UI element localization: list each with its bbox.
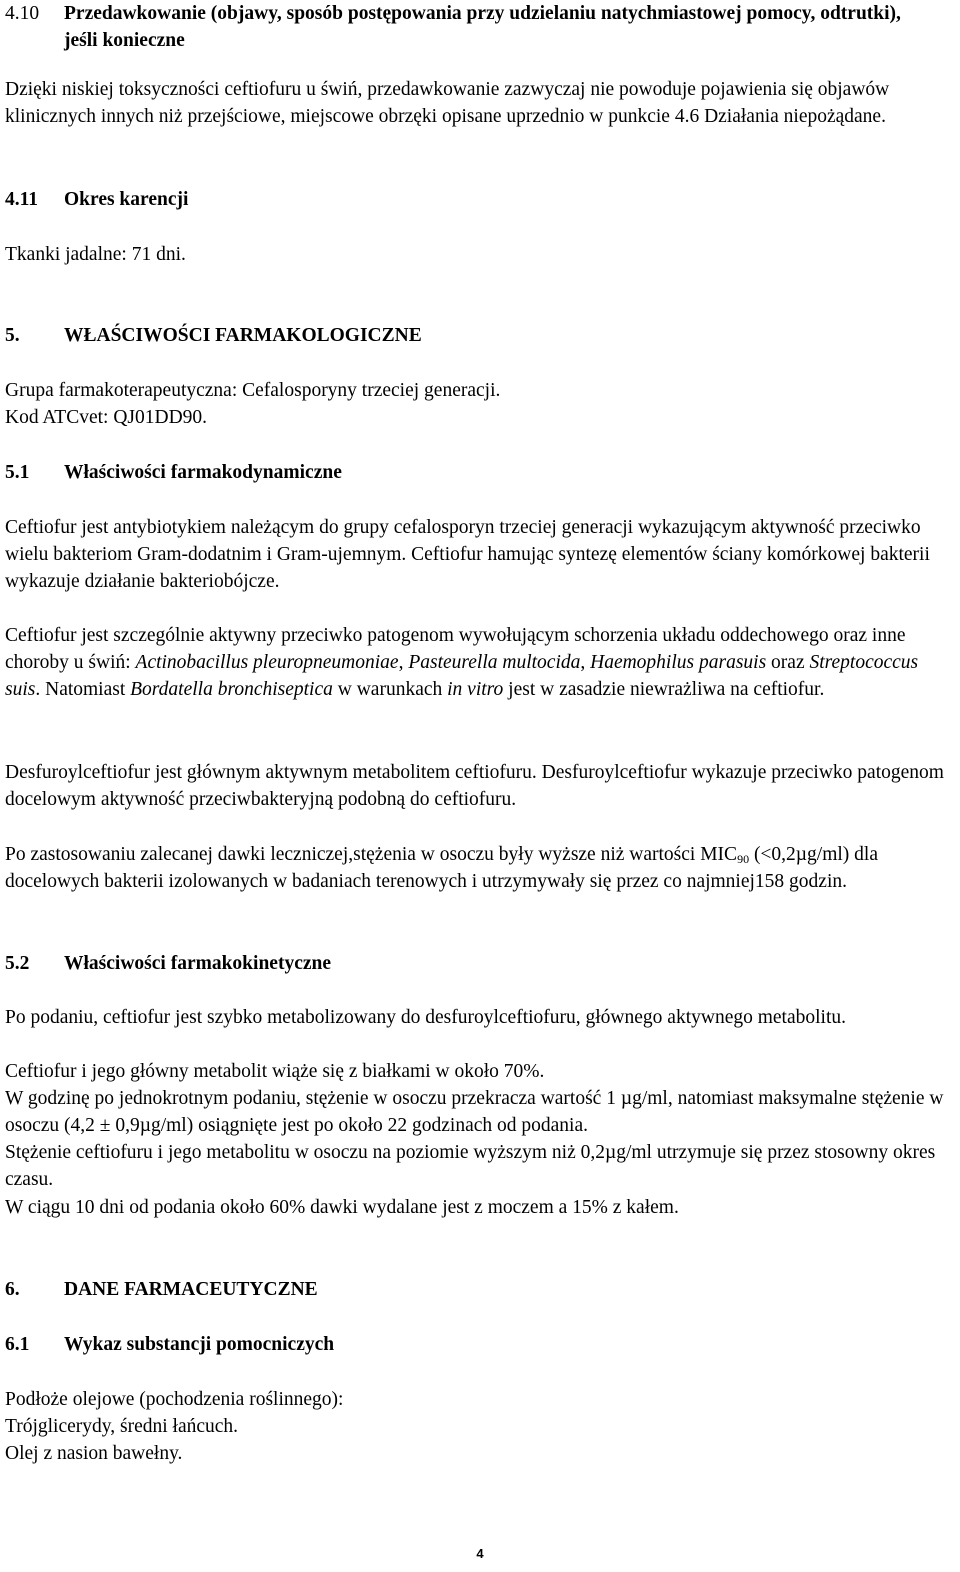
species-name: Haemophilus parasuis xyxy=(590,652,767,673)
section-number: 5.1 xyxy=(5,462,30,483)
in-vitro-term: in vitro xyxy=(447,679,504,700)
section-number: 6. xyxy=(5,1279,20,1300)
section-title: Właściwości farmakokinetyczne xyxy=(64,953,332,974)
species-name: Actinobacillus pleuropneumoniae xyxy=(135,652,399,673)
species-name: Bordatella bronchiseptica xyxy=(130,679,333,700)
section-4-10-heading xyxy=(5,0,945,54)
section-6-heading xyxy=(5,1276,945,1303)
section-5-line-1: Grupa farmakoterapeutyczna: Cefalosporyny trzeciej generacji. xyxy=(5,380,501,401)
section-5-2-line-4: Stężenie ceftiofuru i jego metabolitu w osoczu na poziomie wyższym niż 0,2µg/ml utrzymuje się przez stosowny okres czasu. xyxy=(5,1142,936,1190)
section-title: WŁAŚCIWOŚCI FARMAKOLOGICZNE xyxy=(64,325,422,346)
section-number: 5.2 xyxy=(5,953,30,974)
section-5-1-paragraph-4: Po zastosowaniu zalecanej dawki leczniczej,stężenia w osoczu były wyższe niż wartości $MIC_{90}$ (<0,2µg/ml) dla docelowych bakterii izolowanych w badaniach terenowych i utrzymywały się przez co najmniej158 godzin. xyxy=(5,844,878,892)
section-number: 4.10 xyxy=(5,3,40,24)
section-5-2-line-2: Ceftiofur i jego główny metabolit wiąże się z białkami w około 70%. xyxy=(5,1061,545,1082)
section-title: Właściwości farmakodynamiczne xyxy=(64,462,342,483)
section-4-11-text: Tkanki jadalne: 71 dni. xyxy=(5,244,186,265)
mic-subscript: 90 xyxy=(737,852,750,866)
section-6-1-line-2: Trójglicerydy, średni łańcuch. xyxy=(5,1416,239,1437)
section-number: 4.11 xyxy=(5,189,39,210)
section-5-2-line-5: W ciągu 10 dni od podania około 60% dawki wydalane jest z moczem a 15% z kałem. xyxy=(5,1197,679,1218)
section-5-heading xyxy=(5,322,945,349)
section-title: DANE FARMACEUTYCZNE xyxy=(64,1279,318,1300)
section-5-1-paragraph-3: Desfuroylceftiofur jest głównym aktywnym metabolitem ceftiofuru. Desfuroylceftiofur wykazuje przeciwko patogenom docelowym aktywność przeciwbakteryjną podobną do ceftiofuru. xyxy=(5,762,944,810)
section-title: Przedawkowanie (objawy, sposób postępowania przy udzielaniu natychmiastowej pomocy, odtrutki), jeśli konieczne xyxy=(64,3,901,51)
section-5-1-paragraph-1: Ceftiofur jest antybiotykiem należącym do grupy cefalosporyn trzeciej generacji wykazującym aktywność przeciwko wielu bakteriom Gram-dodatnim i Gram-ujemnym. Ceftiofur hamując syntezę elementów ściany komórkowej bakterii wykazuje działanie bakteriobójcze. xyxy=(5,517,930,592)
section-title: Okres karencji xyxy=(64,189,189,210)
section-5-line-2: Kod ATCvet: QJ01DD90. xyxy=(5,407,208,428)
species-name: Pasteurella multocida xyxy=(408,652,581,673)
section-6-1-heading xyxy=(5,1331,945,1358)
page-number: 4 xyxy=(476,1546,484,1561)
section-5-2-heading xyxy=(5,950,945,977)
section-4-11-heading xyxy=(5,186,945,213)
section-title: Wykaz substancji pomocniczych xyxy=(64,1334,335,1355)
section-5-1-paragraph-2: Ceftiofur jest szczególnie aktywny przeciwko patogenom wywołującym schorzenia układu oddechowego oraz inne choroby u świń: Actinobacillus pleuropneumoniae, Pasteurella multocida, Haemophilus parasuis oraz Streptococcus suis. Natomiast Bordatella bronchiseptica w warunkach in vitro jest w zasadzie niewrażliwa na ceftiofur. xyxy=(5,625,919,700)
section-5-2-line-3: W godzinę po jednokrotnym podaniu, stężenie w osoczu przekracza wartość 1 µg/ml, natomiast maksymalne stężenie w osoczu (4,2 ± 0,9µg/ml) osiągnięte jest po około 22 godzinach od podania. xyxy=(5,1088,944,1136)
section-number: 5. xyxy=(5,325,20,346)
section-4-10-text: Dzięki niskiej toksyczności ceftiofuru u świń, przedawkowanie zazwyczaj nie powoduje pojawienia się objawów klinicznych innych niż przejściowe, miejscowe obrzęki opisane uprzednio w punkcie 4.6 Działania niepożądane. xyxy=(5,79,890,127)
section-number: 6.1 xyxy=(5,1334,30,1355)
section-6-1-line-1: Podłoże olejowe (pochodzenia roślinnego): xyxy=(5,1389,344,1410)
section-5-1-heading xyxy=(5,459,945,486)
species-name: Streptococcus suis xyxy=(5,652,919,700)
section-5-2-line-1: Po podaniu, ceftiofur jest szybko metabolizowany do desfuroylceftiofuru, głównego aktywnego metabolitu. xyxy=(5,1007,847,1028)
section-6-1-line-3: Olej z nasion bawełny. xyxy=(5,1443,183,1464)
